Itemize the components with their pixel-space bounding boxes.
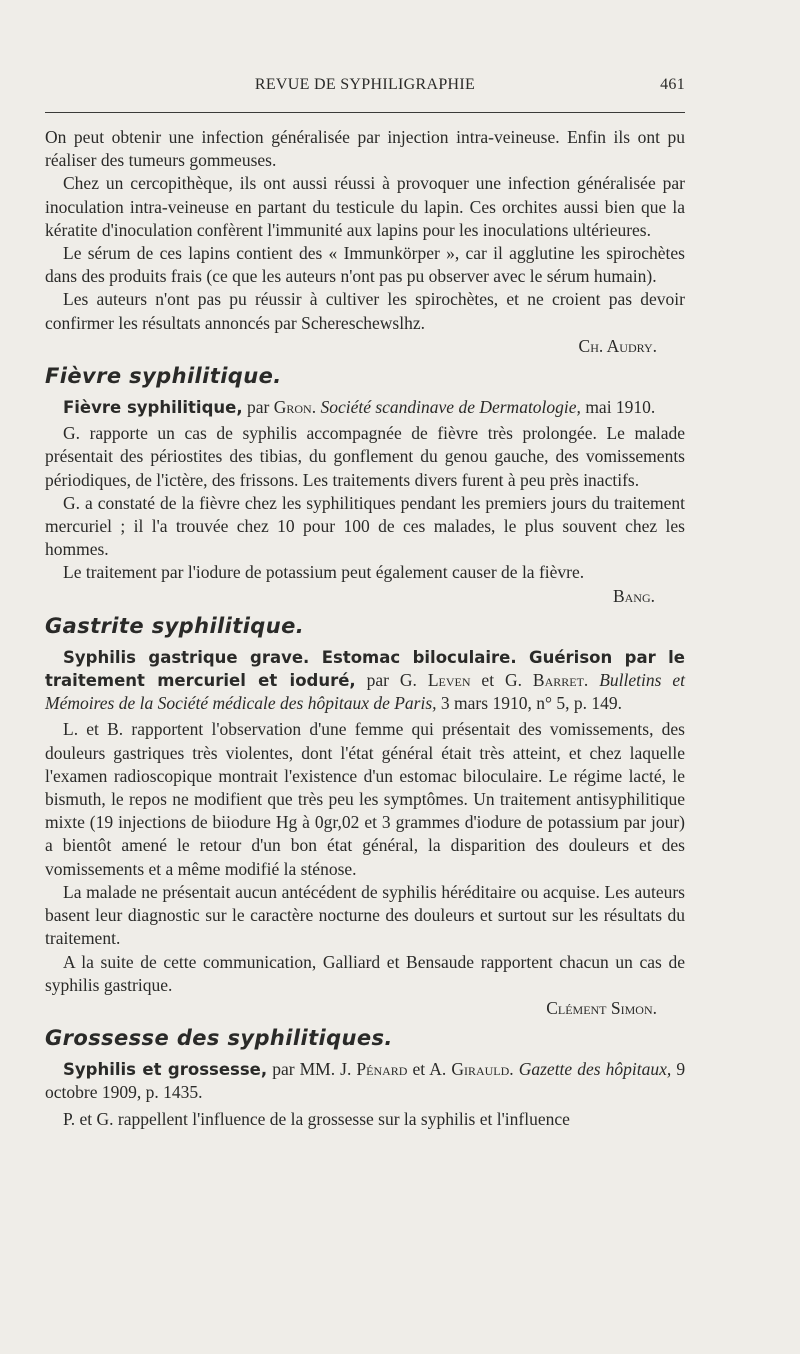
section-paragraph: G. a constaté de la fièvre chez les syphilitiques pendant les premiers jours du traitement mercuriel ; il l'a trouvée chez 10 pour 100 de ces malades, le plus souvent chez les hommes. xyxy=(45,492,685,560)
intro-paragraph: On peut obtenir une infection généralisée par injection intra-veineuse. Enfin ils ont pu réaliser des tumeurs gommeuses. xyxy=(45,127,685,171)
article-title: Syphilis gastrique grave. Estomac biloculaire. Guérison par le traitement mercuriel et ioduré, xyxy=(45,647,685,691)
journal-name: Gazette des hôpitaux, xyxy=(518,1059,672,1080)
article-reference xyxy=(45,1058,685,1104)
page-number: 461 xyxy=(660,76,685,93)
journal-title: REVUE DE SYPHILIGRAPHIE xyxy=(254,76,476,93)
ref-by: par G. xyxy=(366,670,417,691)
article-reference xyxy=(45,646,685,716)
page-body xyxy=(45,126,685,1131)
signature: Clément Simon. xyxy=(546,997,657,1018)
signature: Ch. Audry. xyxy=(578,335,657,356)
section-paragraph: L. et B. rapportent l'observation d'une femme qui présentait des vomissements, des douleurs gastriques très violentes, dont l'état général était très atteint, et chez laquelle l'examen radioscopique montrait l'existence d'un estomac biloculaire. Le régime lacté, le bismuth, le repos ne modifient que très peu les symptômes. Un traitement antisyphilitique mixte (19 injections de biiodure Hg à 0gr,02 et 3 grammes d'iodure de potassium par jour) a bientôt amené le retour d'un bon état général, la disparition des douleurs et des vomissements et a même modifié la sténose. xyxy=(45,719,685,879)
section-paragraph: P. et G. rappellent l'influence de la grossesse sur la syphilis et l'influence xyxy=(63,1108,570,1129)
header-rule xyxy=(45,112,685,113)
author-name: Leven xyxy=(427,670,471,691)
section-paragraph: Le traitement par l'iodure de potassium peut également causer de la fièvre. xyxy=(63,562,585,583)
ref-by: par MM. J. xyxy=(272,1059,352,1080)
section-paragraph: G. rapporte un cas de syphilis accompagnée de fièvre très prolongée. Le malade présentait des périostites des tibias, du gonflement du genou gauche, des vomissements périodiques, de l'ictère, des frissons. Les traitements divers furent à peu près inactifs. xyxy=(45,423,685,490)
ref-by: par xyxy=(246,397,270,418)
publication-date: 9 octobre 1909, p. 1435. xyxy=(45,1059,686,1103)
running-header xyxy=(45,76,685,100)
publication-date: 3 mars 1910, n° 5, p. 149. xyxy=(440,693,622,714)
author-name: Girauld. xyxy=(451,1059,514,1080)
journal-name: Société scandinave de Dermatologie, xyxy=(320,397,581,418)
article-title: Fièvre syphilitique, xyxy=(63,398,243,418)
author-name: Gron. xyxy=(273,397,317,418)
intro-paragraph: Chez un cercopithèque, ils ont aussi réussi à provoquer une infection généralisée par inoculation intra-veineuse en partant du testicule du lapin. Ces orchites aussi bien que la kératite d'inoculation confèrent l'immunité aux lapins pour les inoculations ultérieures. xyxy=(45,173,685,240)
ref-and: et A. xyxy=(412,1059,447,1080)
author-name: Barret. xyxy=(532,670,589,691)
section-heading: Fièvre syphilitique. xyxy=(45,364,282,389)
ref-and: et G. xyxy=(481,670,522,691)
article-reference xyxy=(45,396,685,419)
section-paragraph: A la suite de cette communication, Galliard et Bensaude rapportent chacun un cas de syphilis gastrique. xyxy=(45,951,685,995)
article-title: Syphilis et grossesse, xyxy=(63,1060,268,1080)
section-paragraph: La malade ne présentait aucun antécédent de syphilis héréditaire ou acquise. Les auteurs basent leur diagnostic sur le caractère nocturne des douleurs et surtout sur les résultats du traitement. xyxy=(45,881,685,949)
section-heading: Gastrite syphilitique. xyxy=(45,613,305,638)
publication-date: mai 1910. xyxy=(585,397,656,418)
intro-paragraph: Le sérum de ces lapins contient des « Immunkörper », car il agglutine les spirochètes dans des produits frais (ce que les auteurs n'ont pas pu observer avec le sérum humain). xyxy=(45,243,685,287)
author-name: Pénard xyxy=(356,1059,408,1080)
signature: Bang. xyxy=(612,585,655,606)
journal-name: Bulletins et Mémoires de la Société médicale des hôpitaux de Paris, xyxy=(45,670,685,714)
section-heading: Grossesse des syphilitiques. xyxy=(45,1026,393,1051)
intro-paragraph: Les auteurs n'ont pas pu réussir à cultiver les spirochètes, et ne croient pas devoir confirmer les résultats annoncés par Schereschewslhz. xyxy=(45,289,685,333)
